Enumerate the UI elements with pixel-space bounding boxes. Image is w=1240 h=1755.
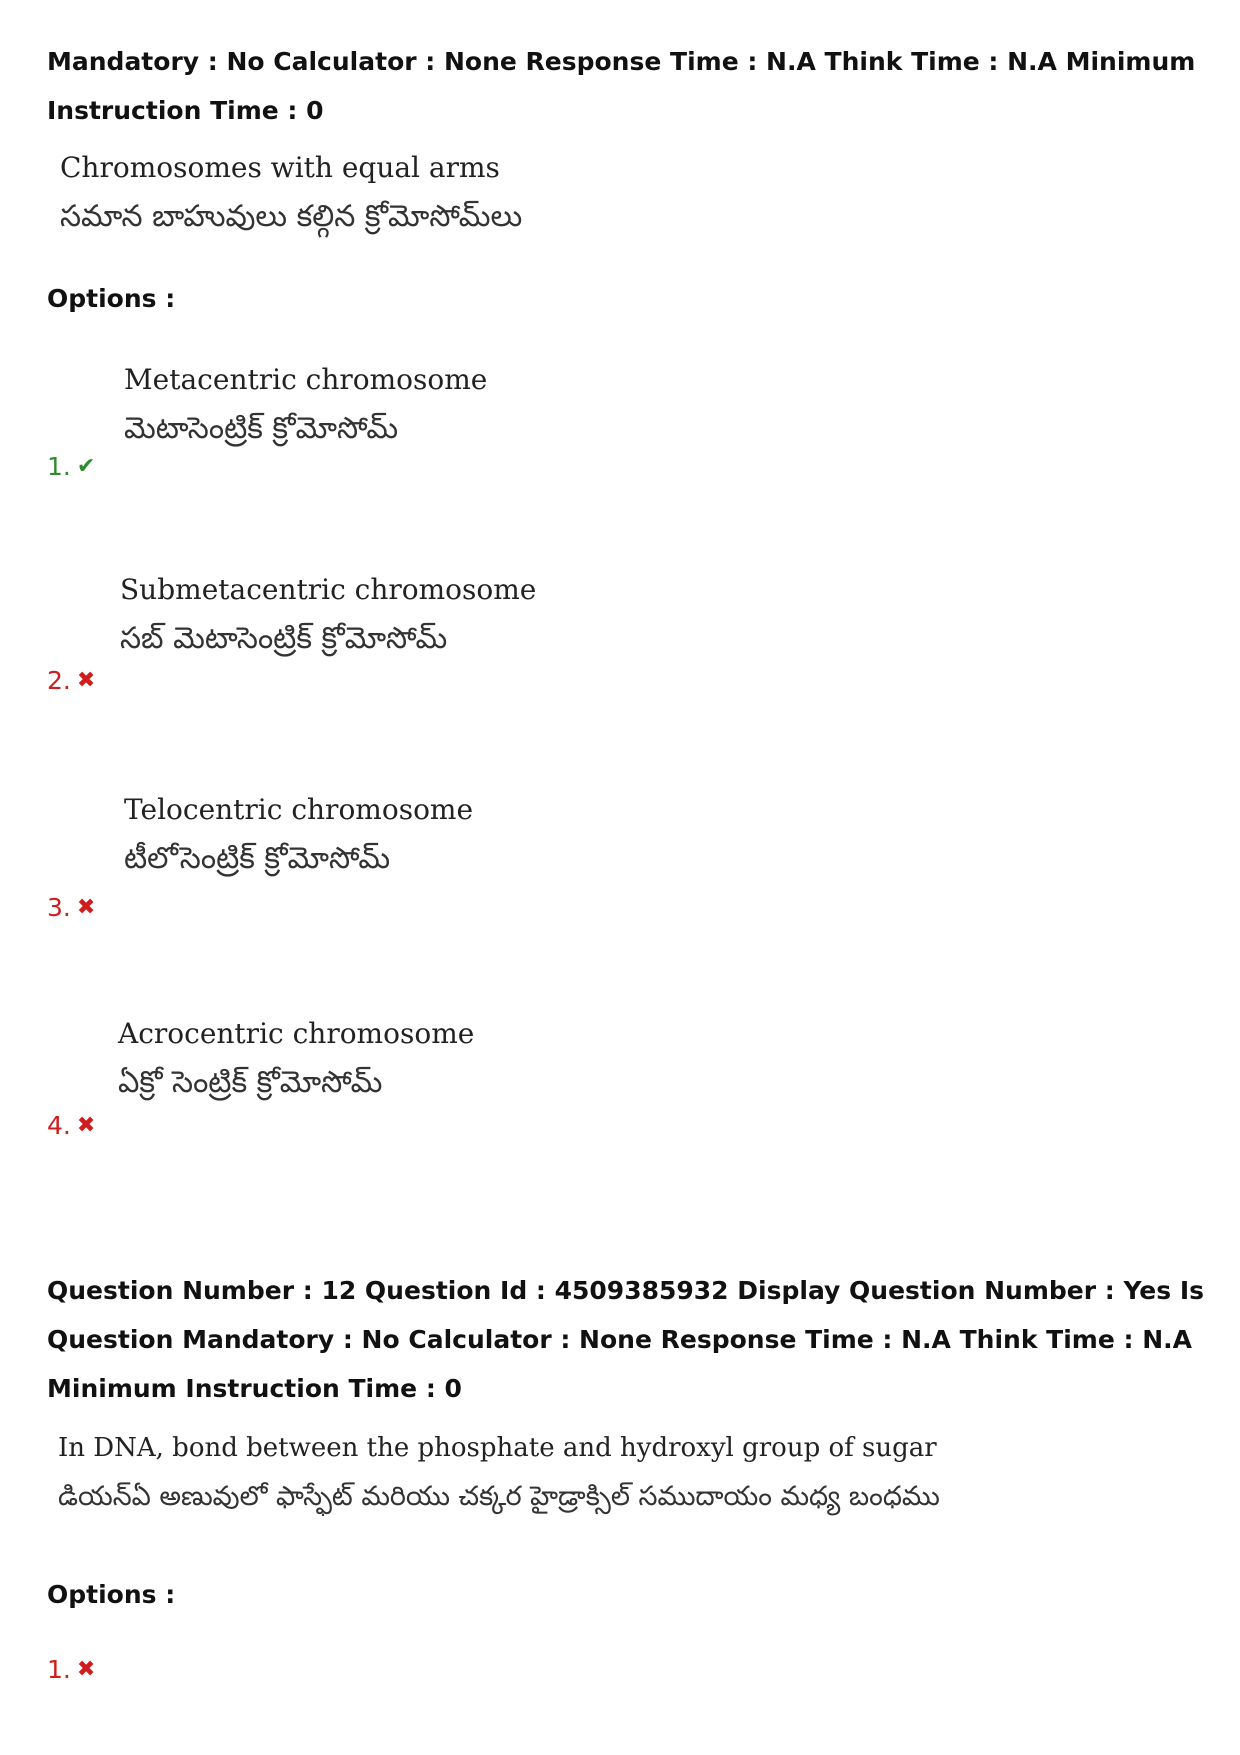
question-text-telugu: డియన్ఏ అణువులో ఫాస్ఫేట్ మరియు చక్కర హైడ్రాక్సిల్ సముదాయం మధ్య బంధము (58, 1481, 940, 1512)
question-text-telugu: సమాన బాహువులు కల్గిన క్రోమోసోమ్‌లు (60, 199, 523, 234)
option-1-number (47, 452, 95, 482)
correct-check-icon: ✔ (76, 454, 96, 479)
wrong-cross-icon: ✖ (76, 1113, 96, 1138)
options-label: Options : (47, 284, 176, 313)
option-2-content (120, 570, 536, 668)
option-3-number (47, 893, 95, 923)
option-4-english: Acrocentric chromosome (118, 1017, 475, 1050)
option-3-telugu: టీలోసెంట్రిక్ క్రోమోసోమ్ (124, 841, 391, 876)
wrong-cross-icon: ✖ (76, 895, 96, 920)
option-number: 2. (47, 666, 71, 695)
option-3-english: Telocentric chromosome (124, 793, 474, 826)
wrong-cross-icon: ✖ (76, 668, 96, 693)
option-2-number (47, 666, 95, 696)
option-1-telugu: మెటాసెంట్రిక్ క్రోమోసోమ్ (124, 411, 399, 446)
wrong-cross-icon: ✖ (76, 1657, 96, 1682)
option-number: 4. (47, 1111, 71, 1140)
option-1-number (47, 1655, 95, 1685)
option-4-number (47, 1111, 95, 1141)
option-2-telugu: సబ్ మెటాసెంట్రిక్ క్రోమోసోమ్ (120, 621, 448, 656)
option-number: 1. (47, 1655, 71, 1684)
question-text-english: Chromosomes with equal arms (60, 151, 500, 184)
option-4-telugu: ఏక్రో సెంట్రిక్ క్రోమోసోమ్ (118, 1065, 383, 1100)
option-number: 1. (47, 452, 71, 481)
option-2-english: Submetacentric chromosome (120, 573, 537, 606)
question-text (58, 1428, 940, 1526)
question-text (60, 148, 522, 246)
question-text-english: In DNA, bond between the phosphate and hydroxyl group of sugar (58, 1433, 937, 1463)
option-1-english: Metacentric chromosome (124, 363, 488, 396)
question-meta: Mandatory : No Calculator : None Response Time : N.A Think Time : N.A Minimum Instruction Time : 0 (47, 47, 1196, 125)
option-4-content (118, 1014, 474, 1112)
option-1-content (124, 360, 487, 458)
option-number: 3. (47, 893, 71, 922)
question-meta: Question Number : 12 Question Id : 4509385932 Display Question Number : Yes Is Question Mandatory : No Calculator : None Response Time : N.A Think Time : N.A Minimum Instruction Time : 0 (47, 1276, 1205, 1403)
options-label: Options : (47, 1580, 176, 1609)
option-3-content (124, 790, 473, 888)
